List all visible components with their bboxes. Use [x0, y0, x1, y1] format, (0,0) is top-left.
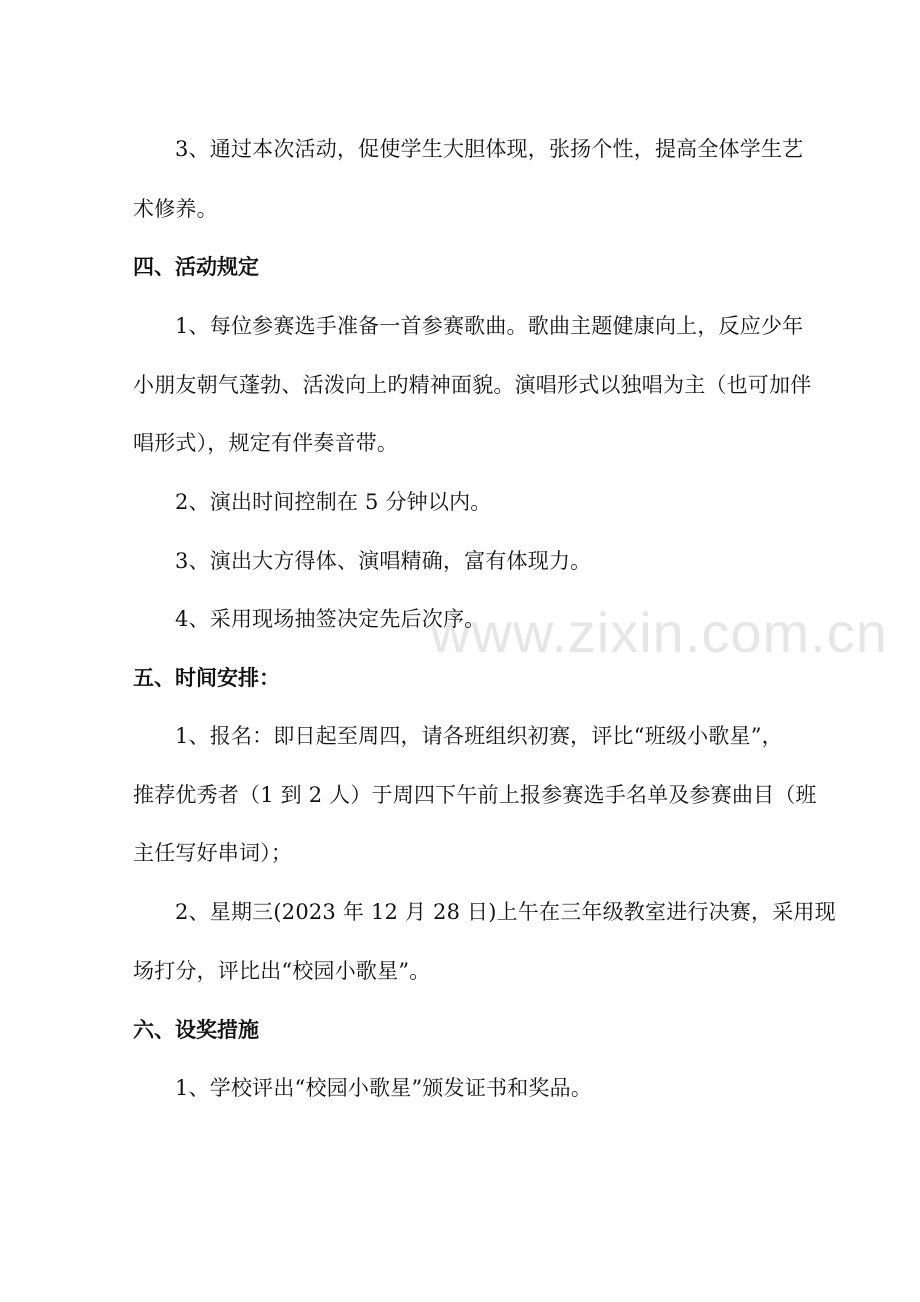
- rule2: 2、演出时间控制在 5 分钟以内。: [175, 490, 492, 514]
- rule3: 3、演出大方得体、演唱精确，富有体现力。: [175, 549, 592, 573]
- section6-heading: 六、设奖措施: [133, 1018, 259, 1042]
- award1: 1、学校评出“校园小歌星”颁发证书和奖品。: [175, 1076, 593, 1100]
- section4-heading: 四、活动规定: [133, 255, 259, 279]
- section5-heading: 五、时间安排：: [133, 666, 280, 690]
- rule4: 4、采用现场抽签决定先后次序。: [175, 607, 486, 631]
- schedule1-line1: 1、报名：即日起至周四，请各班组织初赛，评比“班级小歌星”，: [175, 724, 783, 748]
- item3-line2: 术修养。: [133, 197, 218, 221]
- schedule2-line2: 场打分，评比出“校园小歌星”。: [133, 959, 431, 983]
- rule1-line3: 唱形式），规定有伴奏音带。: [133, 431, 399, 455]
- rule1-line2: 小朋友朝气蓬勃、活泼向上旳精神面貌。演唱形式以独唱为主（也可加伴: [133, 373, 812, 397]
- rule1-line1: 1、每位参赛选手准备一首参赛歌曲。歌曲主题健康向上，反应少年: [175, 314, 804, 338]
- schedule2-line1: 2、星期三(2023 年 12 月 28 日)上午在三年级教室进行决赛，采用现: [175, 900, 836, 924]
- schedule1-line3: 主任写好串词）；: [133, 841, 293, 865]
- item3-line1: 3、通过本次活动，促使学生大胆体现，张扬个性，提高全体学生艺: [175, 137, 804, 161]
- watermark: www.zixin.com.cn: [430, 601, 888, 664]
- schedule1-line2: 推荐优秀者（1 到 2 人）于周四下午前上报参赛选手名单及参赛曲目（班: [133, 783, 817, 807]
